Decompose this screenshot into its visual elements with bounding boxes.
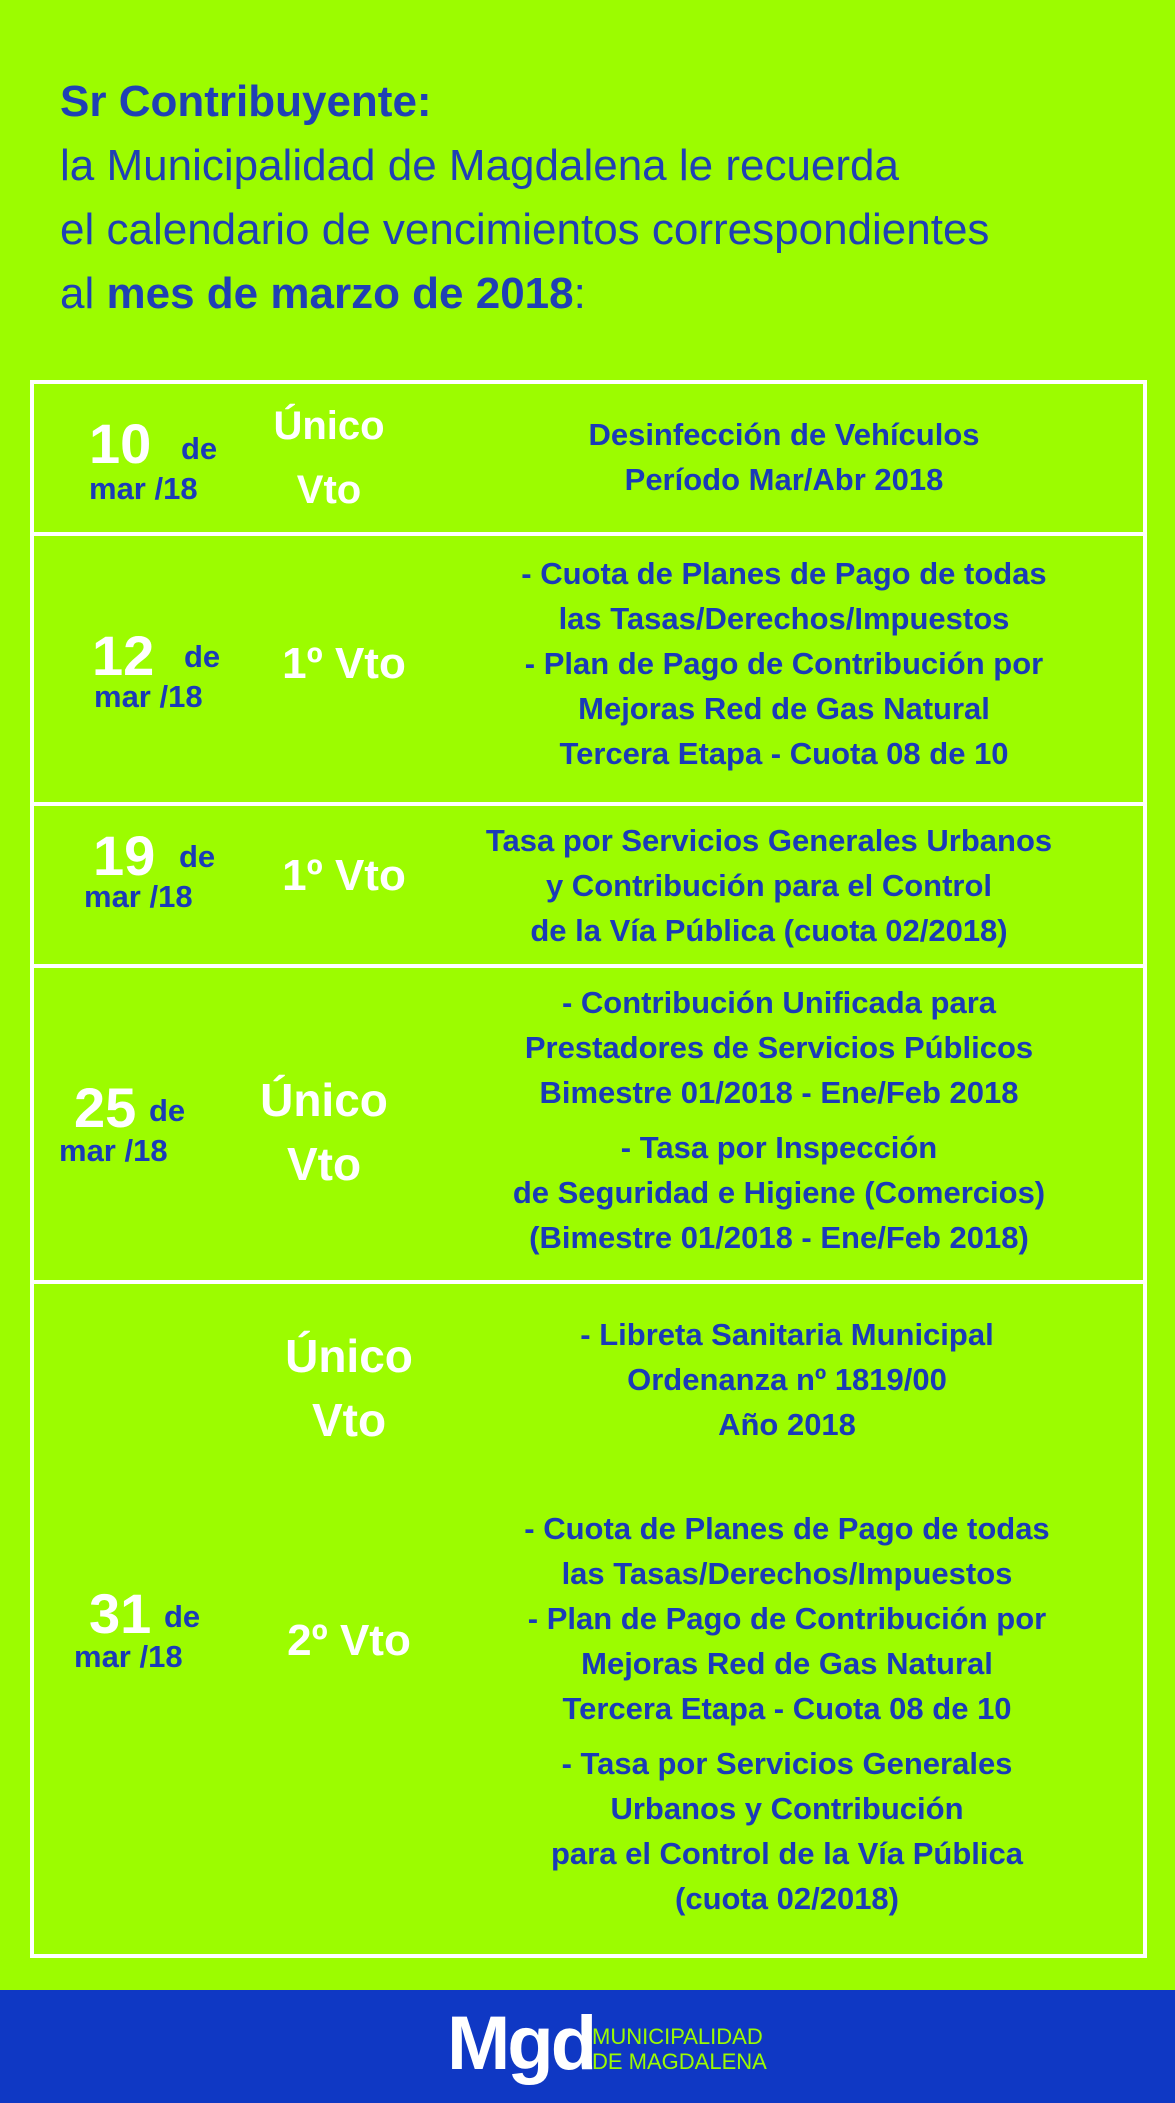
desc-line: (cuota 02/2018) [675, 1881, 899, 1916]
vto-line: Vto [286, 1138, 362, 1190]
vto-label [259, 844, 429, 908]
desc-line: las Tasas/Derechos/Impuestos [558, 601, 1010, 636]
due-date [89, 626, 259, 726]
desc-line: - Libreta Sanitaria Municipal [580, 1317, 994, 1352]
greeting: Sr Contribuyente: [60, 77, 432, 126]
due-day: 19 [93, 824, 156, 887]
due-day: 31 [89, 1582, 152, 1645]
desc-line: las Tasas/Derechos/Impuestos [561, 1556, 1013, 1591]
vto-line: Único [273, 404, 385, 448]
desc-gap [427, 1731, 1147, 1741]
vto-line: Vto [311, 1394, 387, 1446]
table-row [34, 802, 1143, 964]
vto-line: Vto [296, 468, 362, 512]
due-month: mar /18 [94, 679, 203, 714]
due-de: de [184, 639, 221, 674]
desc-line: Período Mar/Abr 2018 [624, 462, 944, 497]
desc-line: - Tasa por Inspección [620, 1130, 938, 1165]
desc-line: Tercera Etapa - Cuota 08 de 10 [562, 1691, 1012, 1726]
due-month: mar /18 [84, 879, 193, 914]
desc-line: de Seguridad e Higiene (Comercios) [512, 1175, 1046, 1210]
due-de: de [164, 1599, 201, 1634]
vto-line: 2º Vto [287, 1616, 411, 1665]
intro-text [60, 70, 1140, 326]
vto-line: 1º Vto [282, 851, 406, 900]
vto-label [249, 394, 409, 522]
desc-line: Desinfección de Vehículos [588, 417, 980, 452]
vto-description [424, 412, 1144, 502]
desc-line: - Cuota de Planes de Pago de todas [524, 1511, 1050, 1546]
desc-line: para el Control de la Vía Pública [550, 1836, 1024, 1871]
intro-line-4 [60, 262, 1140, 326]
table-row [34, 964, 1143, 1280]
due-de: de [181, 431, 218, 466]
desc-line: Tasa por Servicios Generales Urbanos [485, 823, 1053, 858]
due-date [89, 414, 239, 514]
desc-line: Ordenanza nº 1819/00 [627, 1362, 947, 1397]
vto-label [259, 632, 429, 696]
municipality-logo-text [592, 2024, 767, 2074]
due-month: mar /18 [59, 1133, 168, 1168]
desc-line: - Tasa por Servicios Generales [561, 1746, 1013, 1781]
vto-description [427, 1506, 1147, 1921]
due-day: 12 [92, 624, 155, 687]
vto-description [424, 551, 1144, 776]
desc-line: de la Vía Pública (cuota 02/2018) [530, 913, 1008, 948]
due-date [84, 826, 254, 926]
due-date [59, 1078, 239, 1178]
logo-line-1: MUNICIPALIDAD [592, 2024, 763, 2049]
vto-label [244, 1068, 404, 1196]
vto-line: 1º Vto [282, 639, 406, 688]
desc-line: Tercera Etapa - Cuota 08 de 10 [559, 736, 1009, 771]
vto-label [264, 1324, 434, 1452]
due-month: mar /18 [89, 471, 198, 506]
desc-gap [419, 1115, 1139, 1125]
intro-month-highlight: mes de marzo de 2018 [106, 269, 574, 318]
due-month: mar /18 [74, 1639, 183, 1674]
desc-line: Bimestre 01/2018 - Ene/Feb 2018 [539, 1075, 1019, 1110]
vto-label [264, 1609, 434, 1673]
intro-line-3: el calendario de vencimientos correspondientes [60, 205, 990, 254]
desc-line: Mejoras Red de Gas Natural [581, 1646, 993, 1681]
table-row [34, 532, 1143, 802]
vto-description [427, 1312, 1147, 1447]
intro-line-4-suffix: : [573, 269, 586, 318]
vto-description [419, 980, 1139, 1260]
table-row [34, 384, 1143, 532]
desc-line: - Plan de Pago de Contribución por [527, 1601, 1047, 1636]
municipality-logo-mark: Mgd [447, 2001, 595, 2086]
vto-line: Único [260, 1074, 388, 1126]
footer-bar [0, 1990, 1175, 2103]
due-day: 10 [89, 412, 152, 475]
desc-line: Urbanos y Contribución [610, 1791, 964, 1826]
desc-line: Prestadores de Servicios Públicos [524, 1030, 1034, 1065]
desc-line: - Cuota de Planes de Pago de todas [521, 556, 1047, 591]
due-dates-table [30, 380, 1147, 1958]
desc-line: - Contribución Unificada para [561, 985, 997, 1020]
desc-line: (Bimestre 01/2018 - Ene/Feb 2018) [529, 1220, 1029, 1255]
intro-line-4-prefix: al [60, 269, 107, 318]
due-de: de [179, 839, 216, 874]
intro-line-2: la Municipalidad de Magdalena le recuerda [60, 141, 899, 190]
due-de: de [149, 1093, 186, 1128]
due-day: 25 [74, 1076, 137, 1139]
desc-line: Mejoras Red de Gas Natural [578, 691, 990, 726]
desc-line: Año 2018 [718, 1407, 856, 1442]
table-row [34, 1280, 1143, 1954]
desc-line: y Contribución para el Control [545, 868, 993, 903]
vto-description [409, 818, 1129, 953]
vto-line: Único [285, 1330, 413, 1382]
due-date [74, 1584, 254, 1684]
logo-line-2: DE MAGDALENA [592, 2049, 767, 2074]
desc-line: - Plan de Pago de Contribución por [524, 646, 1044, 681]
